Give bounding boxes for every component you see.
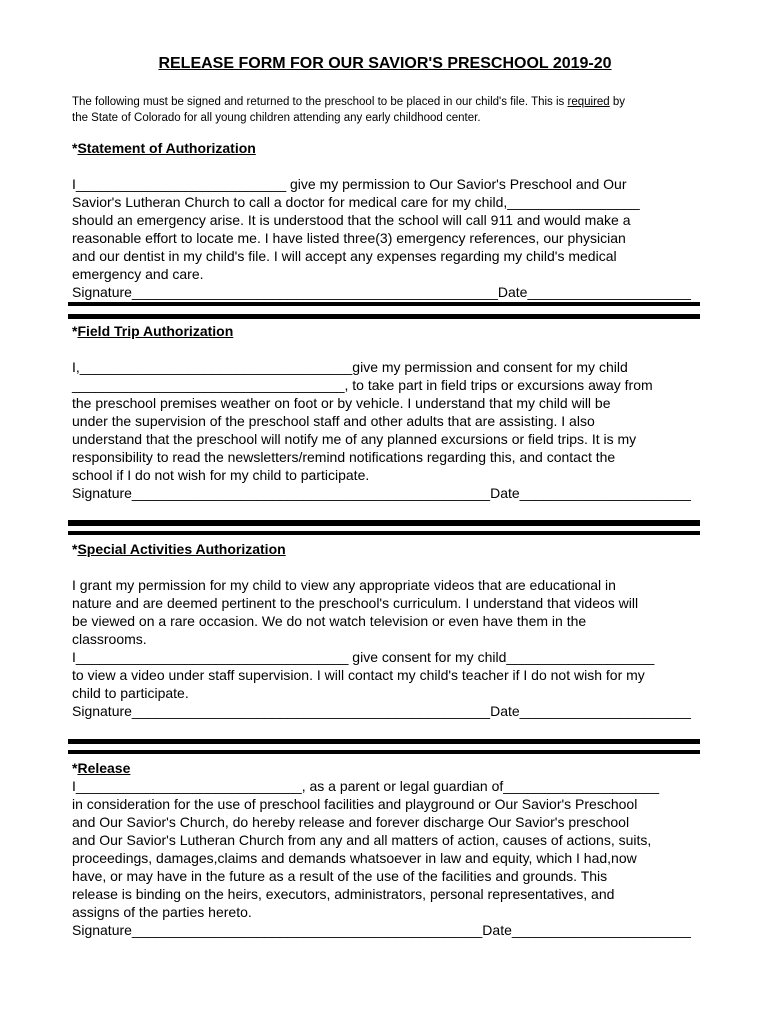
section-divider [68,302,700,306]
special-activities-line: to view a video under staff supervision. I will contact my child's teacher if I do not wish for my [72,667,645,683]
section-divider [68,314,700,319]
special-activities-line: child to participate. [72,685,189,701]
field-trip-line: school if I do not wish for my child to participate. [72,467,370,483]
special-activities-line: I grant my permission for my child to view any appropriate videos that are educational in [72,577,616,593]
field-trip-line[interactable]: ___________________________________, to take part in field trips or excursions away from [72,377,653,393]
section-divider [68,750,700,754]
field-trip-line: understand that the preschool will notify me of any planned excursions or field trips. It is my [72,431,637,447]
release-line: proceedings, damages,claims and demands whatsoever in law and equity, which I had,now [72,850,637,866]
required-emphasis: required [567,96,610,108]
field-trip-section [72,358,712,502]
authorization-line[interactable]: I___________________________ give my permission to Our Savior's Preschool and Our [72,176,627,192]
release-section [72,777,712,939]
release-line: have, or may have in the future as a result of the use of the facilities and grounds. This [72,868,608,884]
field-trip-line: the preschool premises weather on foot or by vehicle. I understand that my child will be [72,395,611,411]
section-divider [68,739,700,744]
field-trip-line: under the supervision of the preschool staff and other adults that are assisting. I also [72,413,595,429]
field-trip-line[interactable]: I,___________________________________give my permission and consent for my child [72,359,628,375]
intro-line-1: The following must be signed and returned to the preschool to be placed in our child's file. This is required by [72,96,626,108]
authorization-line: emergency and care. [72,266,204,282]
release-line: and Our Savior's Lutheran Church from any and all matters of action, causes of actions, suits, [72,832,652,848]
special-activities-line: classrooms. [72,631,147,647]
release-line: assigns of the parties hereto. [72,904,252,920]
special-activities-section [72,576,712,720]
authorization-section [72,175,712,301]
authorization-signature-line[interactable]: Signature_______________________________________________Date_____________________ [72,284,691,300]
authorization-line: should an emergency arise. It is understood that the school will call 911 and would make a [72,212,631,228]
release-line: and Our Savior's Church, do hereby release and forever discharge Our Savior's preschool [72,814,630,830]
special-activities-signature-line[interactable]: Signature______________________________________________Date______________________ [72,703,691,719]
intro-line-2: the State of Colorado for all young children attending any early childhood center. [72,112,481,124]
special-activities-line: be viewed on a rare occasion. We do not watch television or even have them in the [72,613,587,629]
release-signature-line[interactable]: Signature_____________________________________________Date_______________________ [72,922,691,938]
authorization-line: and our dentist in my child's file. I will accept any expenses regarding my child's medical [72,248,617,264]
release-heading: *Release [72,760,131,776]
release-line[interactable]: I_____________________________, as a parent or legal guardian of____________________ [72,778,659,794]
special-activities-line: nature and are deemed pertinent to the preschool's curriculum. I understand that videos will [72,595,639,611]
special-activities-heading: *Special Activities Authorization [72,541,286,557]
field-trip-signature-line[interactable]: Signature______________________________________________Date______________________ [72,485,691,501]
form-title: RELEASE FORM FOR OUR SAVIOR'S PRESCHOOL 2019-20 [158,55,612,72]
intro-paragraph [72,94,712,126]
release-line: in consideration for the use of preschool facilities and playground or Our Savior's Preschool [72,796,638,812]
section-divider [68,531,700,535]
field-trip-line: responsibility to read the newsletters/remind notifications regarding this, and contact the [72,449,616,465]
field-trip-heading: *Field Trip Authorization [72,323,234,339]
authorization-line: reasonable effort to locate me. I have listed three(3) emergency references, our physician [72,230,626,246]
authorization-line[interactable]: Savior's Lutheran Church to call a doctor for medical care for my child,_________________ [72,194,640,210]
special-activities-line[interactable]: I___________________________________ give consent for my child___________________ [72,649,655,665]
release-line: release is binding on the heirs, executors, administrators, personal representatives, and [72,886,615,902]
authorization-heading: *Statement of Authorization [72,140,256,156]
section-divider [68,520,700,526]
